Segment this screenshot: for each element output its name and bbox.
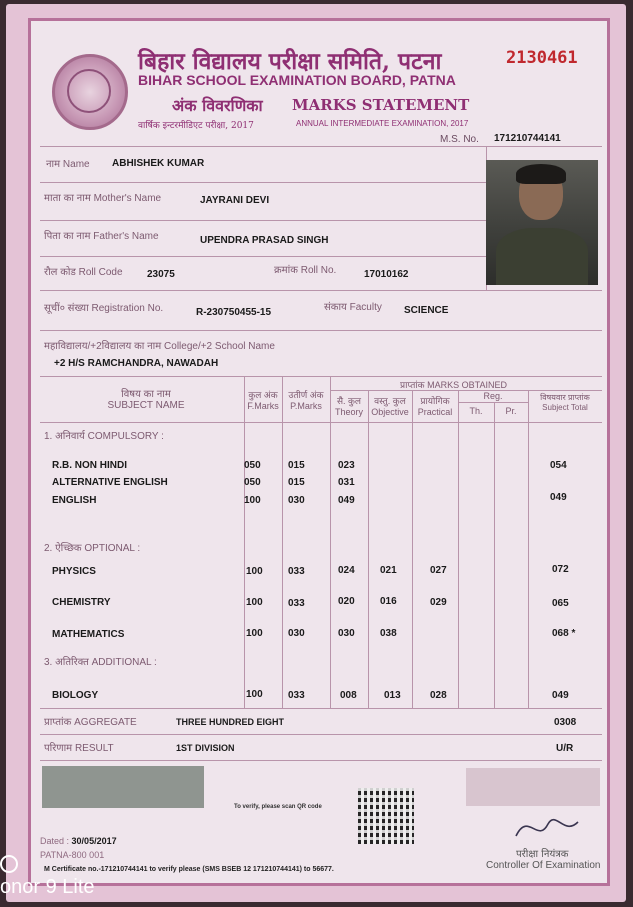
subject-theory: 030 xyxy=(338,628,355,639)
title-english: BIHAR SCHOOL EXAMINATION BOARD, PATNA xyxy=(138,72,456,88)
subject-objective: 038 xyxy=(380,628,397,639)
subject-name: MATHEMATICS xyxy=(52,629,125,640)
subject-total: 049 xyxy=(550,492,567,503)
roll-no-label: Roll No. xyxy=(300,265,337,276)
dated-label: Dated : xyxy=(40,836,70,846)
subject-theory: 023 xyxy=(338,460,355,471)
subject-pmarks: 033 xyxy=(288,690,305,701)
college-label-hindi: महाविद्यालय/+2विद्यालय का नाम xyxy=(44,341,162,352)
aggregate-label: AGGREGATE xyxy=(74,717,137,728)
student-photo xyxy=(486,160,598,285)
subject-fmarks: 050 xyxy=(244,460,261,471)
subject-pmarks: 030 xyxy=(288,495,305,506)
redacted-barcode xyxy=(42,766,204,808)
mother-label: Mother's Name xyxy=(93,193,162,204)
aggregate-label-hindi: प्राप्तांक xyxy=(44,717,72,728)
result-value: 1ST DIVISION xyxy=(176,743,235,753)
ms-no-value: 171210744141 xyxy=(494,133,561,144)
roll-code-value: 23075 xyxy=(147,269,175,280)
name-label: Name xyxy=(62,159,90,170)
subject-total: 068 * xyxy=(552,628,576,639)
registration-label-hindi: सूचीं० संख्या xyxy=(44,303,89,314)
subject-pmarks: 033 xyxy=(288,566,305,577)
camera-watermark: onor 9 Lite xyxy=(0,876,95,898)
subject-pmarks: 030 xyxy=(288,628,305,639)
subject-fmarks: 050 xyxy=(244,477,261,488)
roll-code-label: Roll Code xyxy=(78,267,123,278)
name-label-hindi: नाम xyxy=(46,159,61,170)
compulsory-section-label: 1. अनिवार्य COMPULSORY : xyxy=(44,431,164,442)
objective-header: Objective xyxy=(371,407,409,417)
college-name: +2 H/S RAMCHANDRA, NAWADAH xyxy=(54,358,219,369)
subject-theory: 049 xyxy=(338,495,355,506)
total-header: Subject Total xyxy=(542,403,588,412)
controller-hindi: परीक्षा नियंत्रक xyxy=(516,849,569,860)
registration-label: Registration No. xyxy=(91,303,164,314)
subject-theory: 031 xyxy=(338,477,355,488)
optional-section-label: 2. ऐच्छिक OPTIONAL : xyxy=(44,543,141,554)
exam-hindi: वार्षिक इन्टरमीडिएट परीक्षा, 2017 xyxy=(138,121,254,131)
subject-header: SUBJECT NAME xyxy=(107,400,185,411)
pr-header: Pr. xyxy=(505,406,517,416)
practical-header: Practical xyxy=(417,407,453,417)
mother-name: JAYRANI DEVI xyxy=(200,195,270,206)
total-header-hindi: विषयवार प्राप्तांक xyxy=(540,393,590,402)
subject-name: ALTERNATIVE ENGLISH xyxy=(52,477,168,488)
subject-fmarks: 100 xyxy=(244,495,261,506)
subject-total: 049 xyxy=(552,690,569,701)
pmarks-header-hindi: उतीर्ण अंक xyxy=(288,390,324,400)
exam-english: ANNUAL INTERMEDIATE EXAMINATION, 2017 xyxy=(296,119,469,128)
subject-theory: 008 xyxy=(340,690,357,701)
obtained-header: MARKS OBTAINED xyxy=(427,380,507,390)
aggregate-words: THREE HUNDRED EIGHT xyxy=(176,717,285,727)
subject-name: BIOLOGY xyxy=(52,690,99,701)
serial-number: 2130461 xyxy=(506,48,578,68)
subject-fmarks: 100 xyxy=(246,689,263,700)
subject-fmarks: 100 xyxy=(246,597,263,608)
college-label: College/+2 School Name xyxy=(164,341,275,352)
result-label-hindi: परिणाम xyxy=(44,743,73,754)
subject-practical: 029 xyxy=(430,597,447,608)
additional-section-label: 3. अतिरिक्त ADDITIONAL : xyxy=(44,657,157,668)
objective-header-hindi: वस्तु. कुल xyxy=(374,396,406,406)
subject-objective: 021 xyxy=(380,565,397,576)
roll-code-label-hindi: रौल कोड xyxy=(44,267,76,278)
title-hindi: बिहार विद्यालय परीक्षा समिति, पटना xyxy=(138,48,442,75)
student-name: ABHISHEK KUMAR xyxy=(112,158,205,169)
obtained-header-hindi: प्राप्तांक xyxy=(400,380,425,390)
practical-header-hindi: प्रायोगिक xyxy=(420,396,450,406)
board-seal-emblem xyxy=(52,54,128,130)
subject-fmarks: 100 xyxy=(246,628,263,639)
subject-practical: 028 xyxy=(430,690,447,701)
mother-label-hindi: माता का नाम xyxy=(44,193,91,204)
controller-label: Controller Of Examination xyxy=(486,860,601,871)
faculty-label: Faculty xyxy=(349,302,382,313)
faculty-label-hindi: संकाय xyxy=(324,302,347,313)
th-header: Th. xyxy=(469,406,483,416)
subject-total: 072 xyxy=(552,564,569,575)
subject-objective: 013 xyxy=(384,690,401,701)
roll-no-label-hindi: क्रमांक xyxy=(274,265,298,276)
subject-theory: 024 xyxy=(338,565,355,576)
fmarks-header-hindi: कुल अंक xyxy=(248,390,278,400)
reg-header: Reg. xyxy=(483,391,503,401)
statement-english: MARKS STATEMENT xyxy=(292,96,470,114)
roll-no-value: 17010162 xyxy=(364,269,409,280)
signature xyxy=(508,806,588,846)
subject-name: CHEMISTRY xyxy=(52,597,111,608)
certificate-frame xyxy=(28,18,610,886)
camera-watermark-icon xyxy=(0,855,18,873)
certificate-note: M Certificate no.-171210744141 to verify please (SMS BSEB 12 171210744141) to 56677. xyxy=(44,866,334,873)
statement-hindi: अंक विवरणिका xyxy=(172,96,263,115)
theory-header-hindi: सै. कुल xyxy=(336,396,362,406)
subject-name: PHYSICS xyxy=(52,566,96,577)
subject-pmarks: 015 xyxy=(288,477,305,488)
subject-name: ENGLISH xyxy=(52,495,97,506)
result-code: U/R xyxy=(556,743,574,754)
subject-header-hindi: विषय का नाम xyxy=(121,389,171,400)
faculty-value: SCIENCE xyxy=(404,305,449,316)
fmarks-header: F.Marks xyxy=(247,401,279,411)
verify-text: To verify, please scan QR code xyxy=(234,804,322,810)
subject-total: 065 xyxy=(552,598,569,609)
subject-theory: 020 xyxy=(338,596,355,607)
subject-name: R.B. NON HINDI xyxy=(52,460,127,471)
father-name: UPENDRA PRASAD SINGH xyxy=(200,235,329,246)
registration-no: R-230750455-15 xyxy=(196,307,272,318)
father-label-hindi: पिता का नाम xyxy=(44,231,91,242)
subject-pmarks: 033 xyxy=(288,598,305,609)
subject-total: 054 xyxy=(550,460,567,471)
pmarks-header: P.Marks xyxy=(290,401,322,411)
subject-fmarks: 100 xyxy=(246,566,263,577)
ms-no-label: M.S. No. xyxy=(440,134,479,145)
father-label: Father's Name xyxy=(93,231,159,242)
dated-value: 30/05/2017 xyxy=(71,836,117,846)
subject-practical: 027 xyxy=(430,565,447,576)
aggregate-value: 0308 xyxy=(554,717,577,728)
subject-objective: 016 xyxy=(380,596,397,607)
redacted-area xyxy=(466,768,600,806)
result-label: RESULT xyxy=(74,743,114,754)
theory-header: Theory xyxy=(334,407,363,417)
place-text: PATNA-800 001 xyxy=(40,850,105,860)
subject-pmarks: 015 xyxy=(288,460,305,471)
